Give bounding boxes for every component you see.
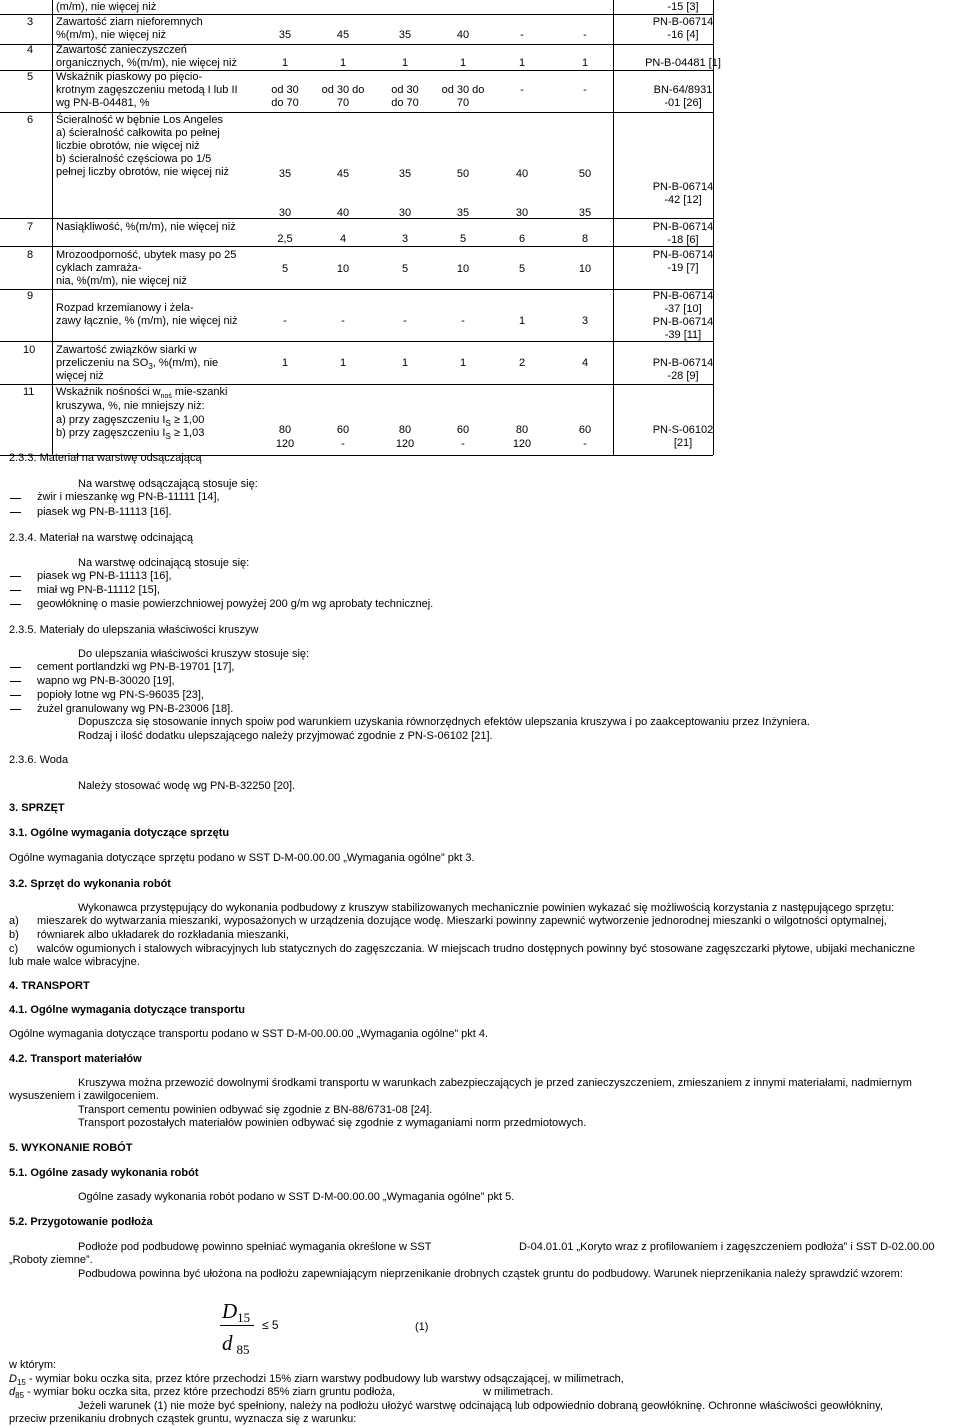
paragraph: Kruszywa można przewozić dowolnymi środkami transportu w warunkach zabezpieczających je przed zanieczyszczeniem, zmieszaniem z innymi materiałami, nadmiernym xyxy=(78,1077,912,1089)
table-cell-number: 11 xyxy=(23,386,35,398)
table-cell-value: 35 xyxy=(398,168,412,180)
table-cell-value: 50 xyxy=(578,168,592,180)
list-item: walców ogumionych i stalowych wibracyjnych lub statycznych do zagęszczania. W miejscach trudno dostępnych powinny być stosowane zagęszczarki płytowe, ubijaki mechaniczne xyxy=(37,943,915,955)
list-item: piasek wg PN-B-11113 [16], xyxy=(37,570,172,582)
table-cell-value: 10 xyxy=(336,263,350,275)
table-cell-value: - xyxy=(283,315,287,327)
section-heading-4: 4. TRANSPORT xyxy=(9,980,90,992)
paragraph: Jeżeli warunek (1) nie może być spełniony, należy na podłożu ułożyć warstwę odcinającą lub odpowiednio dobraną geowłókninę. Ochronne właściwości geowłókniny, xyxy=(78,1400,883,1412)
table-cell-property: Mrozoodporność, ubytek masy po 25 xyxy=(56,249,237,261)
table-cell-value: 35 xyxy=(578,207,592,219)
table-cell-property: pełnej liczby obrotów, nie więcej niż xyxy=(56,166,230,178)
paragraph: Do ulepszania właściwości kruszyw stosuje się: xyxy=(78,648,310,660)
table-cell-value: 60 xyxy=(456,424,470,436)
table-cell-norm: -37 [10] xyxy=(664,303,702,315)
table-cell-number: 3 xyxy=(27,16,34,28)
list-item: piasek wg PN-B-11113 [16]. xyxy=(37,506,172,518)
table-cell-property: a) przy zagęszczeniu $I_S \ge 1,00$ xyxy=(56,414,205,429)
table-cell-value: 1 xyxy=(281,57,289,69)
table-cell-value: 1 xyxy=(581,57,589,69)
table-cell-value: 2 xyxy=(518,357,526,369)
table-cell-value: 40 xyxy=(456,29,470,41)
paragraph: Podłoże pod podbudowę powinno spełniać wymagania określone w SST xyxy=(78,1241,432,1253)
list-item-continuation: lub małe walce wibracyjne. xyxy=(9,956,140,968)
table-cell-property: cyklach zamraża- xyxy=(56,262,142,274)
paragraph: Ogólne wymagania dotyczące transportu podano w SST D-M-00.00.00 „Wymagania ogólne” pkt 4. xyxy=(9,1028,489,1040)
table-cell-norm: -19 [7] xyxy=(667,262,699,274)
section-heading-2-3-5: 2.3.5. Materiały do ulepszania właściwości kruszyw xyxy=(9,624,259,636)
table-cell-value: 1 xyxy=(459,57,467,69)
section-heading-5-2: 5.2. Przygotowanie podłoża xyxy=(9,1216,153,1228)
paragraph: Podbudowa powinna być ułożona na podłożu zapewniającym nieprzenikanie drobnych cząstek gruntu do podbudowy. Warunek nieprzenikania należy sprawdzić wzorem: xyxy=(78,1268,903,1280)
list-item: równiarek albo układarek do rozkładania mieszanki, xyxy=(37,929,289,941)
table-cell-value: - xyxy=(520,84,524,96)
table-cell-property: wg PN-B-04481, % xyxy=(56,97,150,109)
table-cell-value: 10 xyxy=(456,263,470,275)
table-cell-value: - xyxy=(341,438,345,450)
table-cell-value: 35 xyxy=(398,29,412,41)
table-cell-value: 35 xyxy=(278,168,292,180)
table-cell-value: 30 xyxy=(398,207,412,219)
section-heading-2-3-3: 2.3.3. Materiał na warstwę odsączającą xyxy=(9,452,202,464)
paragraph: D-04.01.01 „Koryto wraz z profilowaniem i zagęszczeniem podłoża” i SST D-02.00.00 xyxy=(519,1241,935,1253)
table-cell-value: - xyxy=(403,315,407,327)
table-cell-property: %(m/m), nie więcej niż xyxy=(56,29,167,41)
table-cell-value: 5 xyxy=(401,263,409,275)
table-cell-value: 30 xyxy=(278,207,292,219)
section-heading-3: 3. SPRZĘT xyxy=(9,802,65,814)
table-cell-norm: -28 [9] xyxy=(667,370,699,382)
paragraph: Należy stosować wodę wg PN-B-32250 [20]. xyxy=(78,780,296,792)
list-item: cement portlandzki wg PN-B-19701 [17], xyxy=(37,661,235,673)
table-cell-property: b) ścieralność częściowa po 1/5 xyxy=(56,153,212,165)
table-cell-property: krotnym zagęszczeniu metodą I lub II xyxy=(56,84,238,96)
table-cell-value: - xyxy=(461,438,465,450)
paragraph: „Roboty ziemne”. xyxy=(9,1254,93,1266)
list-item: geowłókninę o masie powierzchniowej powyżej 200 g/m wg aprobaty technicznej. xyxy=(37,598,434,610)
formula-numerator: D15 xyxy=(222,1299,251,1325)
table-cell-value: 1 xyxy=(401,357,409,369)
table-cell-value: 1 xyxy=(339,57,347,69)
table-cell-value: 3 xyxy=(581,315,589,327)
table-cell-value: 70 xyxy=(336,97,350,109)
list-item: żwir i mieszankę wg PN-B-11111 [14], xyxy=(37,491,220,503)
list-item: popioły lotne wg PN-S-96035 [23], xyxy=(37,689,204,701)
list-item: wapno wg PN-B-30020 [19], xyxy=(37,675,175,687)
table-cell-value: 35 xyxy=(278,29,292,41)
section-heading-3-2: 3.2. Sprzęt do wykonania robót xyxy=(9,878,171,890)
table-cell-property: Ścieralność w bębnie Los Angeles xyxy=(56,114,223,126)
table-cell-value: 5 xyxy=(518,263,526,275)
table-cell-norm: BN-64/8931 xyxy=(653,84,713,96)
paragraph: Transport pozostałych materiałów powinien odbywać się zgodnie z wymaganiami norm przedmiotowych. xyxy=(78,1117,587,1129)
table-cell-value: - xyxy=(583,29,587,41)
list-marker: c) xyxy=(9,943,19,955)
table-cell-value: - xyxy=(341,315,345,327)
table-cell-norm: -16 [4] xyxy=(667,29,699,41)
table-cell-value: 30 xyxy=(515,207,529,219)
table-cell-value: 1 xyxy=(518,315,526,327)
section-heading-3-1: 3.1. Ogólne wymagania dotyczące sprzętu xyxy=(9,827,230,839)
table-cell-value: do 70 xyxy=(391,97,419,109)
table-cell-norm: PN-S-06102 xyxy=(652,424,714,436)
table-cell-value: 45 xyxy=(336,29,350,41)
table-cell-property: Rozpad krzemianowy i żela- xyxy=(56,302,194,314)
paragraph: w którym: xyxy=(9,1359,57,1371)
list-marker: b) xyxy=(9,929,19,941)
section-heading-5-1: 5.1. Ogólne zasady wykonania robót xyxy=(9,1167,199,1179)
table-cell-norm: PN-B-04481 [1] xyxy=(645,57,721,69)
definition-d15: $D_{15}$ - wymiar boku oczka sita, przez które przechodzi 15% ziarn warstwy podbudowy lub warstwy odsączającej, w milimetrach, xyxy=(9,1373,624,1388)
paragraph: Rodzaj i ilość dodatku ulepszającego należy przyjmować zgodnie z PN-S-06102 [21]. xyxy=(78,730,493,742)
paragraph: Ogólne zasady wykonania robót podano w SST D-M-00.00.00 „Wymagania ogólne” pkt 5. xyxy=(78,1191,515,1203)
table-cell-value: od 30 xyxy=(391,84,419,96)
table-cell-value: 5 xyxy=(281,263,289,275)
table-cell-value: 1 xyxy=(339,357,347,369)
table-cell-property: liczbie obrotów, nie więcej niż xyxy=(56,140,200,152)
table-cell-value: 40 xyxy=(515,168,529,180)
table-cell-value: 45 xyxy=(336,168,350,180)
section-heading-5: 5. WYKONANIE ROBÓT xyxy=(9,1142,133,1154)
table-cell-value: - xyxy=(583,438,587,450)
table-cell-number: 8 xyxy=(27,249,34,261)
paragraph: Transport cementu powinien odbywać się zgodnie z BN-88/6731-08 [24]. xyxy=(78,1104,433,1116)
table-cell-property: (m/m), nie więcej niż xyxy=(56,1,157,13)
table-cell-norm: PN-B-06714 xyxy=(652,221,714,233)
table-cell-value: - xyxy=(520,29,524,41)
table-cell-property: więcej niż xyxy=(56,370,104,382)
table-cell-value: 40 xyxy=(336,207,350,219)
paragraph: Dopuszcza się stosowanie innych spoiw pod warunkiem uzyskania równorzędnych efektów ulepszania kruszywa i po zaakceptowaniu przez Inżyniera. xyxy=(78,716,810,728)
table-cell-property: a) ścieralność całkowita po pełnej xyxy=(56,127,220,139)
table-cell-value: od 30 do xyxy=(321,84,365,96)
table-cell-norm: PN-B-06714 xyxy=(652,316,714,328)
section-heading-4-1: 4.1. Ogólne wymagania dotyczące transportu xyxy=(9,1004,245,1016)
table-cell-property: przeliczeniu na $SO_3$, %(m/m), nie xyxy=(56,357,219,372)
section-heading-2-3-4: 2.3.4. Materiał na warstwę odcinającą xyxy=(9,532,194,544)
table-cell-value: 3 xyxy=(401,233,409,245)
table-cell-value: 50 xyxy=(456,168,470,180)
section-heading-2-3-6: 2.3.6. Woda xyxy=(9,754,69,766)
table-cell-value: 60 xyxy=(578,424,592,436)
section-heading-4-2: 4.2. Transport materiałów xyxy=(9,1053,142,1065)
table-cell-value: 6 xyxy=(518,233,526,245)
table-cell-value: 1 xyxy=(401,57,409,69)
list-item: miał wg PN-B-11112 [15], xyxy=(37,584,160,596)
table-cell-property: Wskaźnik piaskowy po pięcio- xyxy=(56,71,203,83)
paragraph: Ogólne wymagania dotyczące sprzętu podano w SST D-M-00.00.00 „Wymagania ogólne” pkt 3. xyxy=(9,852,475,864)
table-cell-value: 80 xyxy=(515,424,529,436)
paragraph: Wykonawca przystępujący do wykonania podbudowy z kruszyw stabilizowanych mechanicznie powinien wykazać się możliwością korzystania z następującego sprzętu: xyxy=(78,902,895,914)
table-cell-value: 4 xyxy=(581,357,589,369)
table-cell-value: 120 xyxy=(275,438,295,450)
table-cell-value: 80 xyxy=(278,424,292,436)
table-cell-value: 120 xyxy=(395,438,415,450)
table-cell-value: 1 xyxy=(459,357,467,369)
paragraph: wysuszeniem i zawilgoceniem. xyxy=(9,1090,159,1102)
table-cell-property: Zawartość zanieczyszczeń xyxy=(56,44,187,56)
table-cell-value: od 30 do xyxy=(441,84,485,96)
table-cell-number: 9 xyxy=(27,290,34,302)
table-cell-value: 80 xyxy=(398,424,412,436)
table-cell-norm: PN-B-06714 xyxy=(652,290,714,302)
formula-label: (1) xyxy=(415,1321,429,1333)
table-cell-norm: [21] xyxy=(673,437,693,449)
table-cell-property: nia, %(m/m), nie więcej niż xyxy=(56,275,187,287)
table-cell-value: 2,5 xyxy=(277,233,293,245)
list-marker: a) xyxy=(9,915,19,927)
table-cell-property: zawy łącznie, % (m/m), nie więcej niż xyxy=(56,315,238,327)
list-item: żużel granulowany wg PN-B-23006 [18]. xyxy=(37,703,234,715)
table-cell-norm: PN-B-06714 xyxy=(652,357,714,369)
table-cell-value: od 30 xyxy=(271,84,299,96)
table-cell-norm: PN-B-06714 xyxy=(652,16,714,28)
list-item: mieszarek do wytwarzania mieszanki, wyposażonych w urządzenia dozujące wodę. Mieszarki powinny zapewnić wytworzenie jednorodnej mieszanki o wilgotności optymalnej, xyxy=(37,915,887,927)
table-cell-norm: -39 [11] xyxy=(664,329,702,341)
table-cell-property: b) przy zagęszczeniu $I_S \ge 1,03$ xyxy=(56,427,205,442)
table-cell-value: 1 xyxy=(518,57,526,69)
table-cell-norm: PN-B-06714 xyxy=(652,181,714,193)
table-cell-property: Zawartość związków siarki w xyxy=(56,344,197,356)
table-cell-property: kruszywa, %, nie mniejszy niż: xyxy=(56,400,205,412)
table-cell-property: organicznych, %(m/m), nie więcej niż xyxy=(56,57,237,69)
table-cell-value: - xyxy=(583,84,587,96)
table-cell-value: 120 xyxy=(512,438,532,450)
table-cell-property: Zawartość ziarn nieforemnych xyxy=(56,16,203,28)
table-cell-property: Wskaźnik nośności $w_{noś}$ mie-szanki xyxy=(56,386,228,401)
table-cell-value: do 70 xyxy=(271,97,299,109)
table-cell-value: 8 xyxy=(581,233,589,245)
table-cell-value: 10 xyxy=(578,263,592,275)
definition-d85-tail: w milimetrach. xyxy=(483,1386,554,1398)
table-cell-number: 7 xyxy=(27,221,34,233)
table-cell-value: 1 xyxy=(281,357,289,369)
paragraph: przeciw przenikaniu drobnych cząstek gruntu, wyznacza się z warunku: xyxy=(9,1413,357,1425)
definition-d85: $d_{85}$ - wymiar boku oczka sita, przez które przechodzi 85% ziarn gruntu podłoża, xyxy=(9,1386,396,1401)
table-cell-value: 4 xyxy=(339,233,347,245)
table-cell-value: 35 xyxy=(456,207,470,219)
paragraph: Na warstwę odcinającą stosuje się: xyxy=(78,557,250,569)
table-cell-value: 60 xyxy=(336,424,350,436)
table-cell-norm: PN-B-06714 xyxy=(652,249,714,261)
table-cell-number: 10 xyxy=(23,344,36,356)
table-cell-number: 6 xyxy=(27,114,34,126)
table-cell-value: 70 xyxy=(456,97,470,109)
table-cell-number: 5 xyxy=(27,71,34,83)
table-cell-value: 5 xyxy=(459,233,467,245)
table-cell-property: Nasiąkliwość, %(m/m), nie więcej niż xyxy=(56,221,236,233)
table-cell-norm: -42 [12] xyxy=(664,194,702,206)
formula-denominator: d 85 xyxy=(222,1331,250,1357)
table-cell-value: - xyxy=(461,315,465,327)
formula-relation: ≤ 5 xyxy=(262,1318,279,1332)
table-cell-norm: -18 [6] xyxy=(667,234,699,246)
table-cell-norm: -15 [3] xyxy=(667,1,699,13)
paragraph: Na warstwę odsączającą stosuje się: xyxy=(78,478,258,490)
table-cell-number: 4 xyxy=(27,44,34,56)
table-cell-norm: -01 [26] xyxy=(664,97,702,109)
